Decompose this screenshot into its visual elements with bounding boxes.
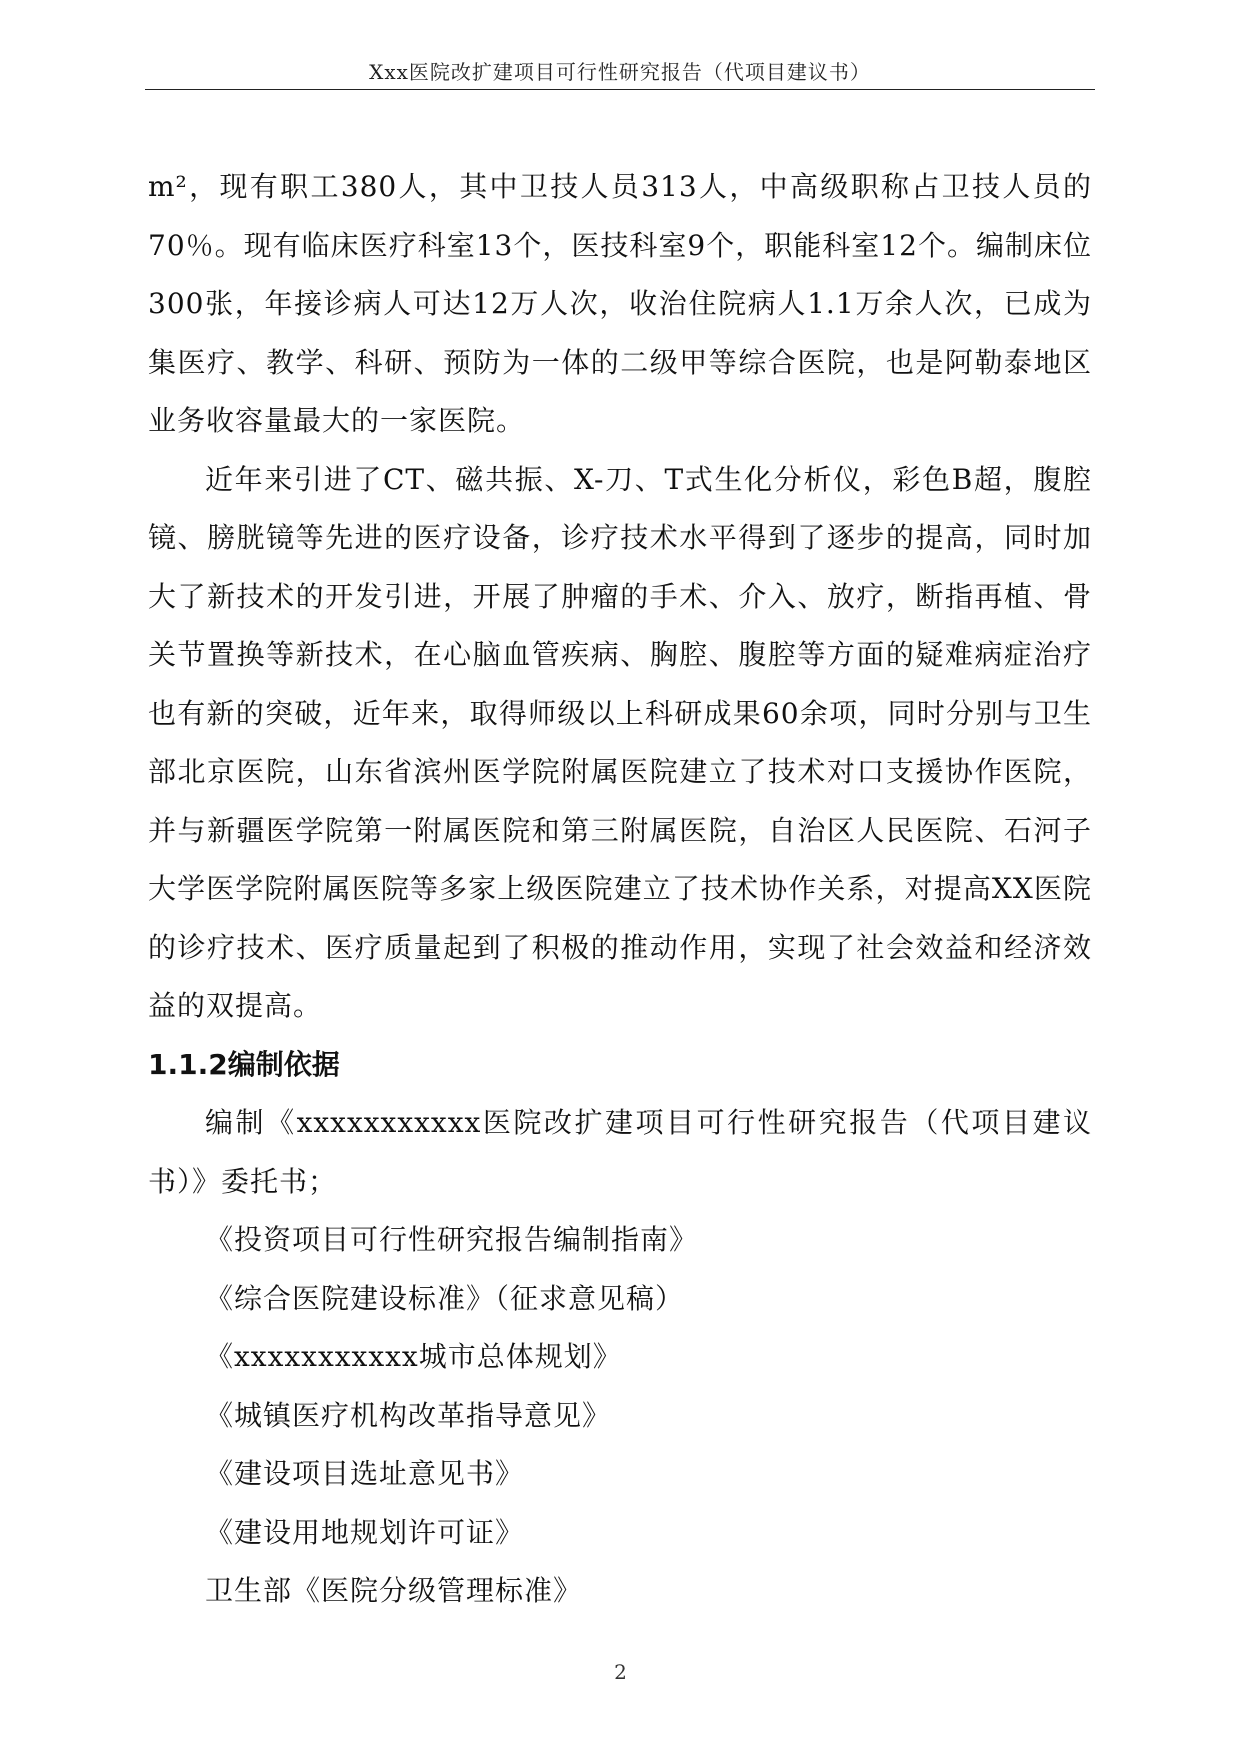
reference-item: 《xxxxxxxxxxx城市总体规划》 [205, 1340, 622, 1373]
document-body [148, 158, 1092, 1621]
paragraph-commission: 编制《xxxxxxxxxxx医院改扩建项目可行性研究报告（代项目建议书）》委托书； [148, 1106, 1092, 1198]
reference-item: 《建设项目选址意见书》 [205, 1457, 525, 1490]
paragraph-hospital-stats: m²，现有职工380人，其中卫技人员313人，中高级职称占卫技人员的70％。现有临床医疗科室13个，医技科室9个，职能科室12个。编制床位300张，年接诊病人可达12万人次，收治住院病人1.1万余人次，已成为集医疗、教学、科研、预防为一体的二级甲等综合医院，也是阿勒泰地区业务收容量最大的一家医院。 [148, 170, 1092, 437]
header-rule [145, 89, 1095, 90]
paragraph-equipment-technology: 近年来引进了CT、磁共振、X-刀、T式生化分析仪，彩色B超，腹腔镜、膀胱镜等先进的医疗设备，诊疗技术水平得到了逐步的提高，同时加大了新技术的开发引进，开展了肿瘤的手术、介入、放疗，断指再植、骨关节置换等新技术，在心脑血管疾病、胸腔、腹腔等方面的疑难病症治疗也有新的突破，近年来，取得师级以上科研成果60余项，同时分别与卫生部北京医院，山东省滨州医学院附属医院建立了技术对口支援协作医院，并与新疆医学院第一附属医院和第三附属医院，自治区人民医院、石河子大学医学院附属医院等多家上级医院建立了技术协作关系，对提高XX医院的诊疗技术、医疗质量起到了积极的推动作用，实现了社会效益和经济效益的双提高。 [148, 462, 1092, 1022]
reference-item: 《建设用地规划许可证》 [205, 1515, 525, 1549]
reference-list [148, 1211, 1092, 1621]
reference-item: 《城镇医疗机构改革指导意见》 [205, 1398, 612, 1432]
reference-item: 卫生部《医院分级管理标准》 [205, 1574, 583, 1607]
running-header: Xxx医院改扩建项目可行性研究报告（代项目建议书） [369, 60, 871, 84]
reference-item: 《综合医院建设标准》（征求意见稿） [205, 1281, 685, 1315]
section-heading: 1.1.2编制依据 [148, 1047, 340, 1081]
page-number: 2 [614, 1660, 627, 1684]
reference-item: 《投资项目可行性研究报告编制指南》 [205, 1223, 699, 1256]
